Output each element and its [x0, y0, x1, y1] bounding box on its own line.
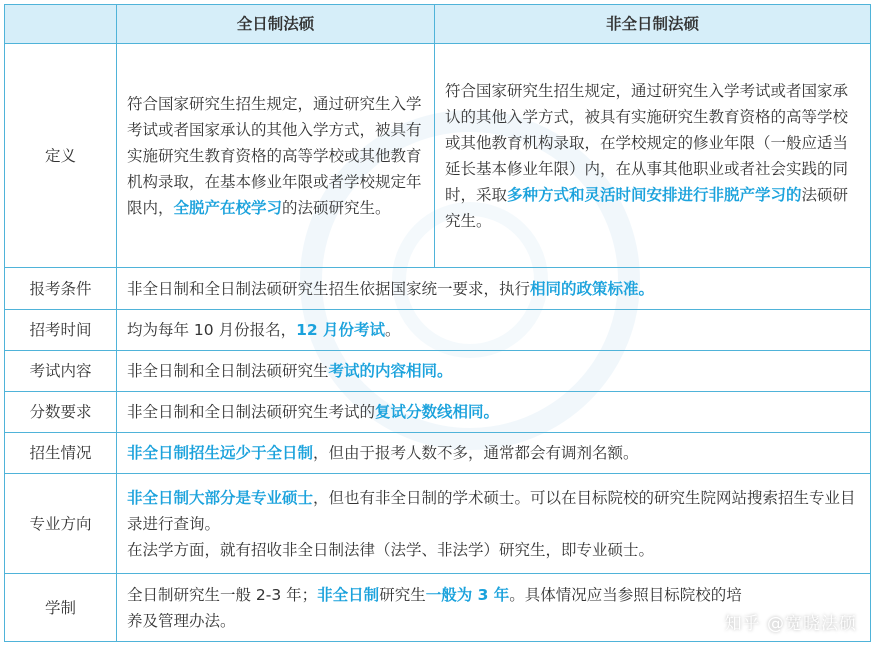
table-row-content — [5, 351, 871, 392]
cell-conditions: 非全日制和全日制法硕研究生招生依据国家统一要求，执行相同的政策标准。 — [117, 268, 871, 310]
source-watermark-credit: 知乎 @宽晓法硕 — [724, 614, 857, 634]
row-label-content: 考试内容 — [5, 351, 117, 392]
table-row-definition — [5, 44, 871, 268]
cell-time: 均为每年 10 月份报名，12 月份考试。 — [117, 310, 871, 351]
row-label-score: 分数要求 — [5, 392, 117, 433]
header-corner — [5, 5, 117, 44]
row-label-definition: 定义 — [5, 44, 117, 268]
comparison-table — [4, 4, 871, 642]
cell-duration: 全日制研究生一般 2-3 年；非全日制研究生一般为 3 年。具体情况应当参照目标院校的培养及管理办法。 — [117, 574, 871, 642]
row-label-conditions: 报考条件 — [5, 268, 117, 310]
table-row-score — [5, 392, 871, 433]
row-label-enrollment: 招生情况 — [5, 433, 117, 474]
table-header-row — [5, 5, 871, 44]
table-row-conditions — [5, 268, 871, 310]
cell-definition-parttime: 符合国家研究生招生规定，通过研究生入学考试或者国家承认的其他入学方式，被具有实施研究生教育资格的高等学校或其他教育机构录取，在学校规定的修业年限（一般应适当延长基本修业年限）内，在从事其他职业或者社会实践的同时，采取多种方式和灵活时间安排进行非脱产学习的法硕研究生。 — [435, 44, 871, 268]
table-row-major — [5, 474, 871, 574]
row-label-time: 招考时间 — [5, 310, 117, 351]
cell-enrollment: 非全日制招生远少于全日制，但由于报考人数不多，通常都会有调剂名额。 — [117, 433, 871, 474]
cell-major: 非全日制大部分是专业硕士，但也有非全日制的学术硕士。可以在目标院校的研究生院网站搜索招生专业目录进行查询。 在法学方面，就有招收非全日制法律（法学、非法学）研究生，即专业硕士。 — [117, 474, 871, 574]
cell-definition-fulltime: 符合国家研究生招生规定，通过研究生入学考试或者国家承认的其他入学方式，被具有实施研究生教育资格的高等学校或其他教育机构录取，在基本修业年限或者学校规定年限内，全脱产在校学习的法硕研究生。 — [117, 44, 435, 268]
header-fulltime: 全日制法硕 — [117, 5, 435, 44]
row-label-duration: 学制 — [5, 574, 117, 642]
cell-score: 非全日制和全日制法硕研究生考试的复试分数线相同。 — [117, 392, 871, 433]
row-label-major: 专业方向 — [5, 474, 117, 574]
cell-content: 非全日制和全日制法硕研究生考试的内容相同。 — [117, 351, 871, 392]
header-parttime: 非全日制法硕 — [435, 5, 871, 44]
table-row-enrollment — [5, 433, 871, 474]
table-row-time — [5, 310, 871, 351]
